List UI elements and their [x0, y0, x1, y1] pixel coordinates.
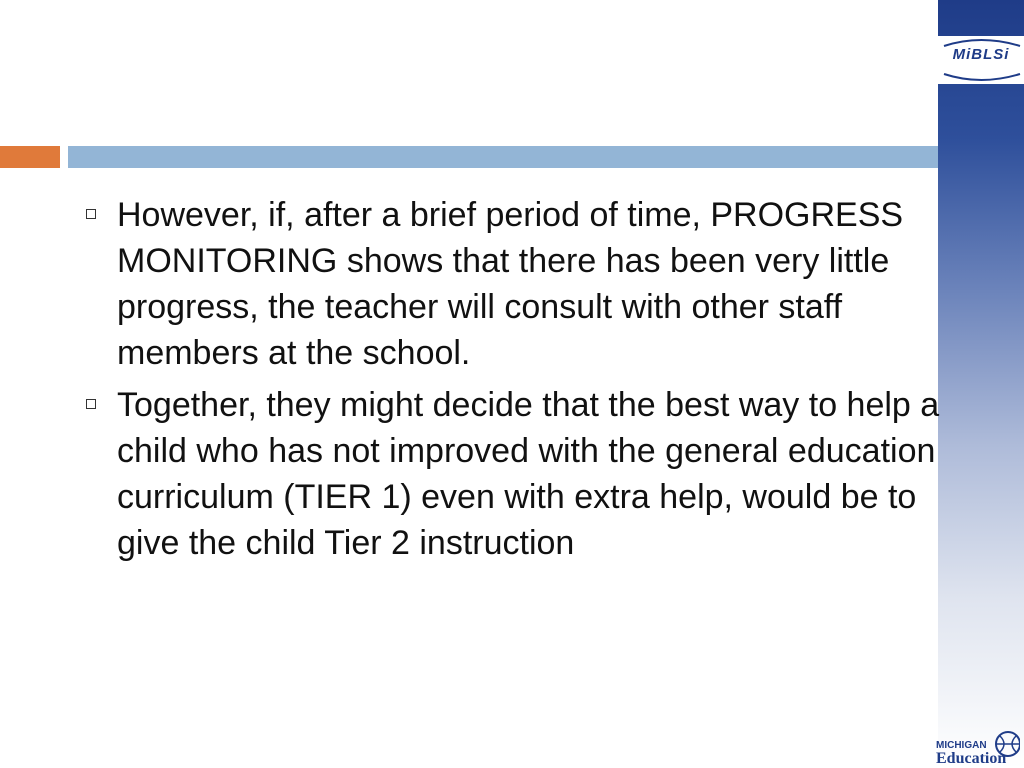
list-item: [82, 382, 962, 566]
logo-education-text: Education: [936, 750, 1007, 767]
bullet-text: Together, they might decide that the best way to help a child who has not improved with the general education curriculum (TIER 1) even with extra help, would be to give the child Tier 2 instruction: [117, 386, 940, 562]
square-bullet-icon: [86, 209, 96, 219]
list-item: [82, 192, 962, 376]
accent-bar-orange: [0, 146, 60, 168]
bullet-list: [82, 192, 962, 572]
square-bullet-icon: [86, 399, 96, 409]
miblsi-logo-text: MiBLSi: [952, 46, 1010, 63]
bullet-text: However, if, after a brief period of time, PROGRESS MONITORING shows that there has been very little progress, the teacher will consult with other staff members at the school.: [117, 196, 904, 372]
logo-michigan-text: MICHIGAN: [936, 740, 987, 751]
michigan-education-logo: [934, 718, 1024, 768]
miblsi-logo: [938, 36, 1024, 84]
accent-bar-blue: [68, 146, 938, 168]
globe-icon: [992, 724, 1020, 764]
